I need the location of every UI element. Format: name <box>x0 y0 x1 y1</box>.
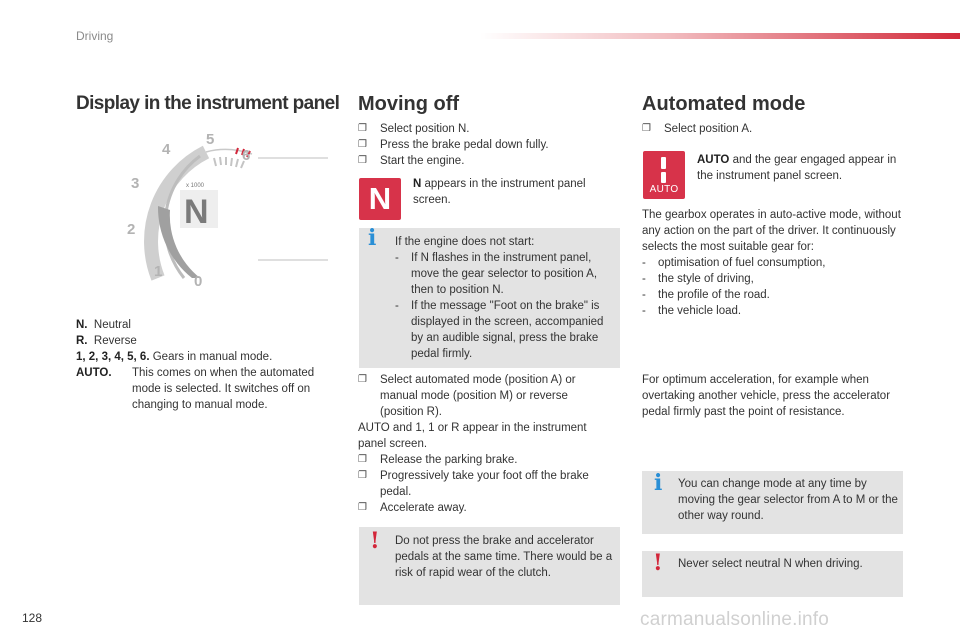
info-box-lead: If the engine does not start: <box>395 236 535 248</box>
legend-item-neutral <box>76 317 336 333</box>
list-item <box>642 271 904 287</box>
auto-note-text: and the gear engaged appear in the instrument panel screen. <box>697 154 897 182</box>
list-item <box>642 121 902 137</box>
gauge-label-0: 0 <box>194 273 203 290</box>
list-item <box>358 121 608 137</box>
legend-text: Reverse <box>93 335 137 347</box>
checkbox-bullet-icon: ❐ <box>642 123 651 134</box>
gauge-label-2: 2 <box>127 221 136 238</box>
info-item-text: If N flashes in the instrument panel, move the gear selector to position A, then to position N. <box>411 252 598 296</box>
dash: - <box>642 305 646 317</box>
neutral-note <box>413 176 609 208</box>
checkbox-bullet-icon: ❐ <box>358 454 367 465</box>
list-text: the style of driving, <box>658 273 754 285</box>
info-text: You can change mode at any time by moving the gear selector from A to M or the other way round. <box>678 478 898 522</box>
step-text: Press the brake pedal down fully. <box>380 139 549 151</box>
list-item <box>395 250 613 298</box>
warning-icon: ! <box>653 550 663 576</box>
checkbox-bullet-icon: ❐ <box>358 502 367 513</box>
gauge-multiplier: x 1000 <box>186 183 205 189</box>
legend-key: N. <box>76 319 88 331</box>
moving-off-step-b <box>358 372 612 420</box>
dash: - <box>395 300 399 312</box>
step-text: Select automated mode (position A) or manual mode (position M) or reverse (position R). <box>380 374 576 418</box>
warning-text: Never select neutral N when driving. <box>678 558 863 570</box>
legend-key: AUTO. <box>76 367 112 379</box>
info-icon: i <box>654 470 663 496</box>
legend-text: Neutral <box>93 319 131 331</box>
header-rule <box>480 33 960 39</box>
auto-tile-label: AUTO <box>649 184 679 195</box>
moving-off-title: Moving off <box>358 93 460 115</box>
step-text: Select position N. <box>380 123 470 135</box>
step-text: Release the parking brake. <box>380 454 518 466</box>
list-item <box>358 372 612 420</box>
list-text: the vehicle load. <box>658 305 742 317</box>
change-mode-info-box <box>642 471 903 534</box>
instrument-panel-gauge <box>118 128 328 298</box>
list-item <box>358 137 608 153</box>
neutral-display-icon <box>359 178 401 220</box>
step-text: Progressively take your foot off the brake pedal. <box>380 470 589 498</box>
list-item <box>642 255 904 271</box>
gauge-label-5: 5 <box>206 131 215 148</box>
checkbox-bullet-icon: ❐ <box>358 123 367 134</box>
legend-text: Gears in manual mode. <box>152 351 273 363</box>
list-text: optimisation of fuel consumption, <box>658 257 826 269</box>
auto-active-list <box>642 255 904 319</box>
checkbox-bullet-icon: ❐ <box>358 374 367 385</box>
engine-info-box <box>359 225 620 368</box>
auto-bar-bottom <box>661 172 666 183</box>
dash: - <box>642 289 646 301</box>
auto-active-paragraph: The gearbox operates in auto-active mode, without any action on the part of the driver. It continuously selects the most suitable gear for: <box>642 209 901 253</box>
display-panel-title: Display in the instrument panel <box>76 93 340 114</box>
acceleration-paragraph: For optimum acceleration, for example when overtaking another vehicle, press the accelerator pedal firmly past the point of resistance. <box>642 374 891 418</box>
clutch-warning-box <box>359 527 620 605</box>
list-text: the profile of the road. <box>658 289 770 301</box>
list-item <box>358 153 608 169</box>
automated-mode-step <box>642 121 902 137</box>
gauge-label-3: 3 <box>131 175 140 192</box>
info-box-list <box>395 250 613 362</box>
watermark-text: carmanualsonline.info <box>640 609 830 630</box>
checkbox-bullet-icon: ❐ <box>358 155 367 166</box>
auto-bar-top <box>661 157 666 169</box>
neutral-warning-box <box>642 551 903 597</box>
dash: - <box>642 257 646 269</box>
section-label: Driving <box>76 29 114 43</box>
info-box-body <box>395 234 613 362</box>
step-text: Select position A. <box>664 123 753 135</box>
gauge-label-4: 4 <box>162 141 171 158</box>
checkbox-bullet-icon: ❐ <box>358 470 367 481</box>
list-item <box>358 500 612 516</box>
neutral-note-text: appears in the instrument panel screen. <box>413 178 586 206</box>
legend-key: R. <box>76 335 88 347</box>
auto-mode-note <box>697 152 905 184</box>
list-item <box>395 298 613 362</box>
step-text: Start the engine. <box>380 155 465 167</box>
legend-text: This comes on when the automated mode is selected. It switches off on changing to manual mode. <box>132 367 315 411</box>
legend-item-gears <box>76 349 336 365</box>
moving-off-steps-c <box>358 452 612 516</box>
page-number: 128 <box>22 611 43 625</box>
legend-item-reverse <box>76 333 336 349</box>
gauge-gear-display: N <box>184 193 209 231</box>
automated-mode-title: Automated mode <box>642 93 806 115</box>
checkbox-bullet-icon: ❐ <box>358 139 367 150</box>
warning-icon: ! <box>370 528 380 554</box>
dash: - <box>395 252 399 264</box>
step-text: Accelerate away. <box>380 502 467 514</box>
legend-key: 1, 2, 3, 4, 5, 6. <box>76 351 150 363</box>
neutral-glyph: N <box>368 181 392 216</box>
gear-legend <box>76 317 336 413</box>
auto-display-icon <box>643 151 685 199</box>
dash: - <box>642 273 646 285</box>
list-item <box>642 287 904 303</box>
info-icon: i <box>368 225 377 251</box>
gauge-label-6: 6 <box>242 147 251 164</box>
auto-note-key: AUTO <box>697 154 730 166</box>
list-item <box>358 468 612 500</box>
moving-off-steps <box>358 121 608 169</box>
gauge-label-1: 1 <box>154 263 163 280</box>
warning-text: Do not press the brake and accelerator pedals at the same time. There would be a risk of rapid wear of the clutch. <box>395 535 613 579</box>
auto-appear-note: AUTO and 1, 1 or R appear in the instrument panel screen. <box>358 422 587 450</box>
list-item <box>358 452 612 468</box>
neutral-note-key: N <box>413 178 422 190</box>
info-item-text: If the message "Foot on the brake" is displayed in the screen, accompanied by an audible signal, press the brake pedal firmly. <box>411 300 604 360</box>
legend-item-auto <box>76 365 336 413</box>
list-item <box>642 303 904 319</box>
